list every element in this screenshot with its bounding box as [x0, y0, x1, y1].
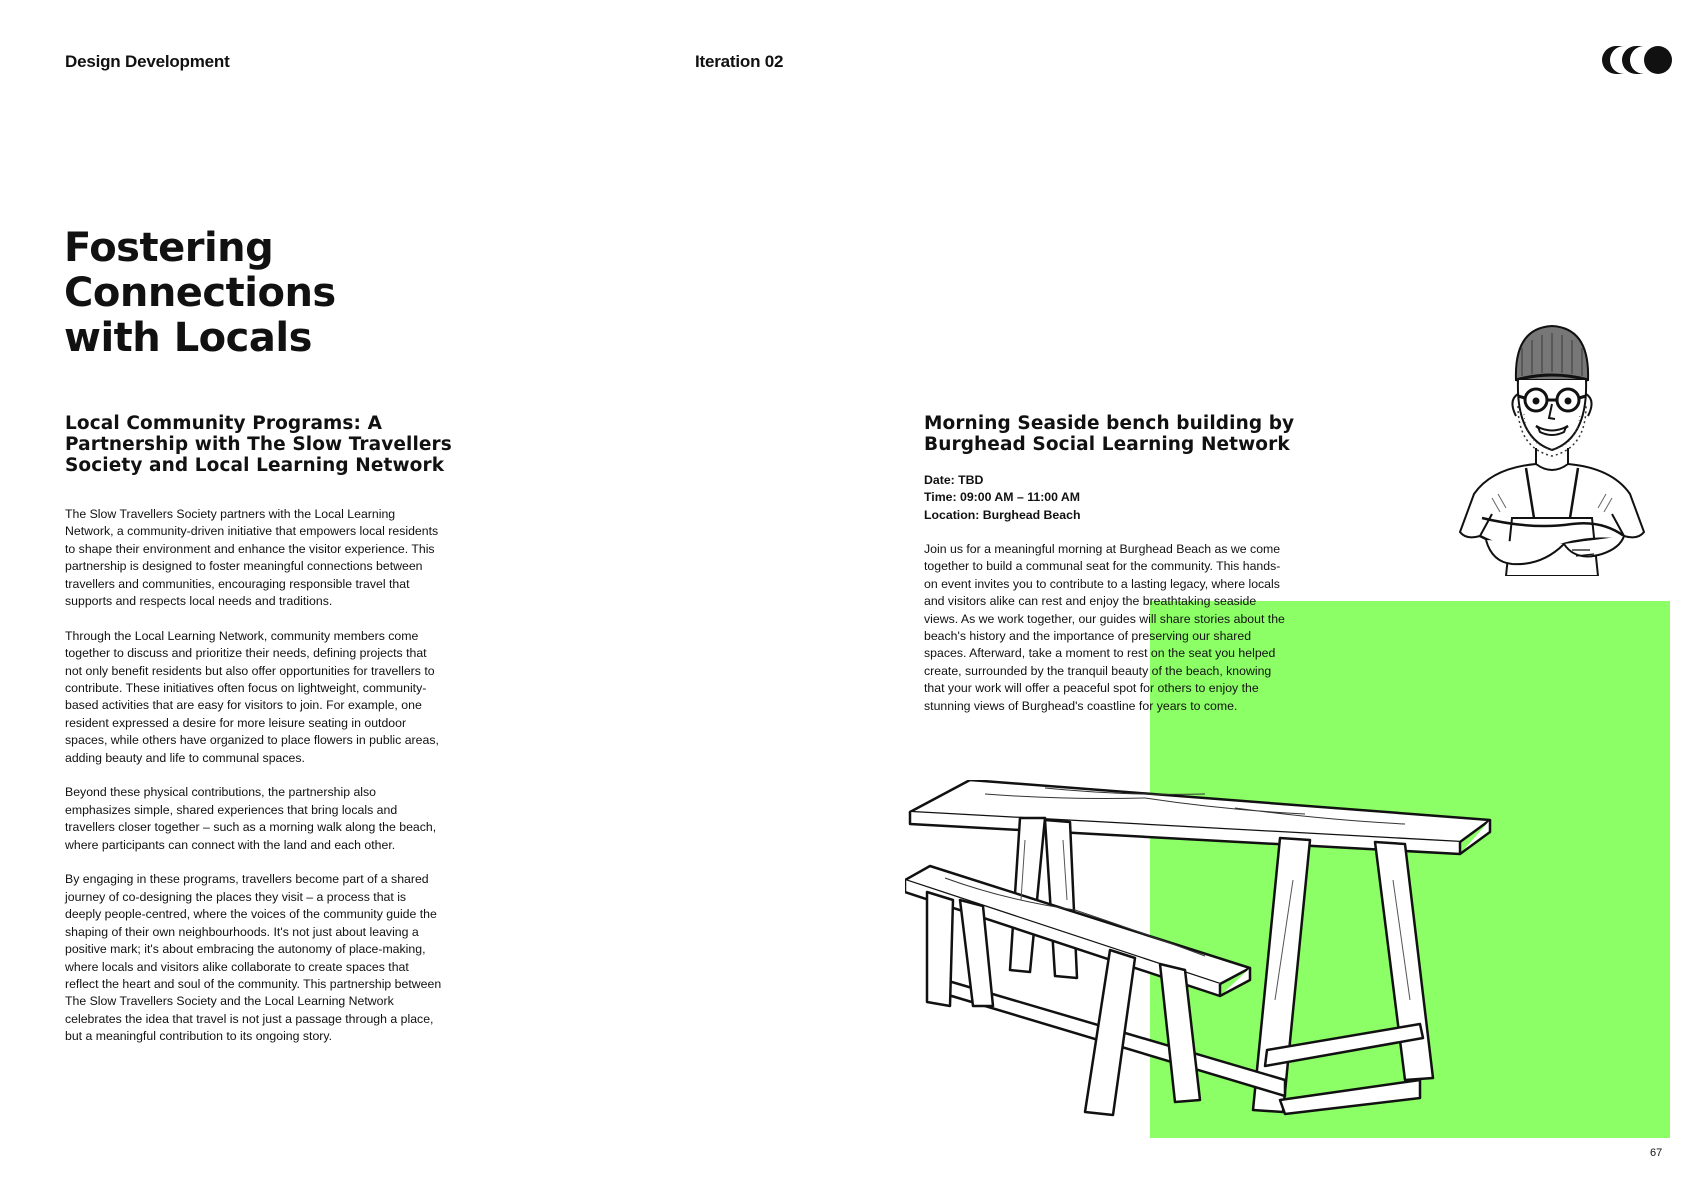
page-number: 67 [1650, 1147, 1663, 1159]
event-title: Morning Seaside bench building by Burghead Social Learning Network [924, 413, 1295, 455]
paragraph: The Slow Travellers Society partners with the Local Learning Network, a community-driven initiative that empowers local residents to shape their environment and enhance the visitor experience. This partnership is designed to foster meaningful connections between travellers and communities, encouraging responsible travel that supports and respects local needs and traditions. [65, 507, 439, 609]
picnic-table-illustration [905, 780, 1530, 1135]
three-circles-logo-icon [1602, 46, 1672, 74]
paragraph: Through the Local Learning Network, community members come together to discuss and prioritize their needs, defining projects that not only benefit residents but also offer opportunities for travellers to contribute. These initiatives often focus on lightweight, community-based activities that are easy for visitors to join. For example, one resident expressed a desire for more leisure seating in outdoor spaces, while others have organized to place flowers in public areas, adding beauty and life to communal spaces. [65, 628, 439, 765]
program-subheading: Local Community Programs: A Partnership with The Slow Travellers Society and Local Learning Network [65, 413, 452, 476]
program-body [65, 506, 443, 1063]
event-time: Time: 09:00 AM – 11:00 AM [924, 490, 1081, 505]
event-details [924, 472, 1080, 524]
paragraph: By engaging in these programs, travellers become part of a shared journey of co-designing the places they visit – a process that is deeply people-centred, where the voices of the community guide the shaping of their own neighbourhoods. It's not just about leaving a positive mark; it's about embracing the autonomy of place-making, where locals and visitors alike collaborate to create spaces that reflect the heart and soul of the community. This partnership between The Slow Travellers Society and the Local Learning Network celebrates the idea that travel is not just a passage through a place, but a meaningful contribution to its ongoing story. [65, 872, 442, 1044]
event-location: Location: Burghead Beach [924, 507, 1081, 522]
page-title: Fostering Connections with Locals [64, 225, 336, 361]
paragraph: Beyond these physical contributions, the partnership also emphasizes simple, shared experiences that bring locals and travellers closer together – such as a morning walk along the beach, where participants can connect with the land and each other. [65, 785, 437, 852]
event-description: Join us for a meaningful morning at Burghead Beach as we come together to build a communal seat for the community. This hands-on event invites you to contribute to a lasting legacy, where locals and visitors alike can rest and enjoy the breathtaking seaside views. As we work together, our guides will share stories about the beach's history and the importance of preserving our shared spaces. Afterward, take a moment to rest on the seat you helped create, surrounded by the tranquil beauty of the beach, knowing that your work will offer a peaceful spot for others to enjoy the stunning views of Burghead's coastline for years to come. [924, 542, 1285, 713]
iteration-label: Iteration 02 [695, 52, 784, 71]
portrait-illustration [1452, 318, 1652, 576]
event-date: Date: TBD [924, 473, 984, 487]
section-label: Design Development [65, 52, 230, 71]
